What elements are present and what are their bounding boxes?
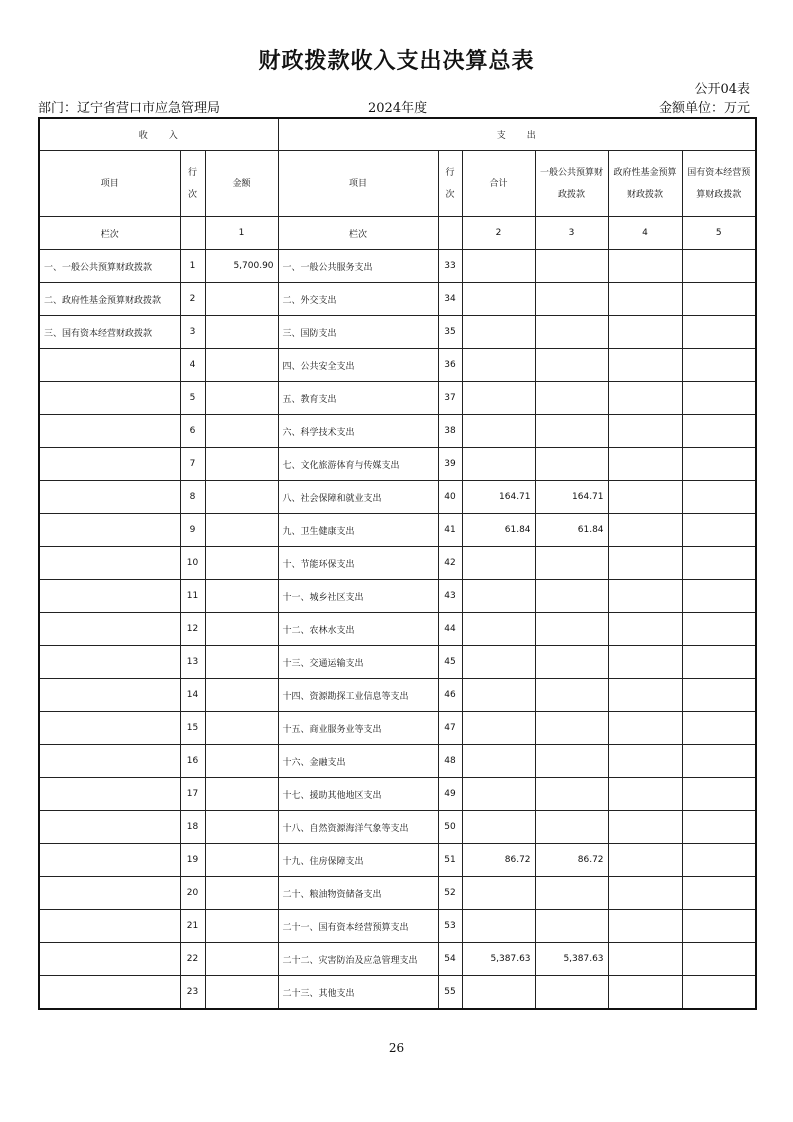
col-index-5: 5 xyxy=(682,217,756,250)
soe-budget-amount-cell xyxy=(682,844,756,877)
expense-line-no-cell: 55 xyxy=(438,976,462,1010)
income-item-cell xyxy=(39,844,180,877)
general-budget-amount-cell xyxy=(535,712,608,745)
income-line-no-cell: 18 xyxy=(180,811,205,844)
income-line-no-cell: 12 xyxy=(180,613,205,646)
income-amount-cell xyxy=(205,877,278,910)
income-amount-cell xyxy=(205,844,278,877)
fund-budget-amount-cell xyxy=(608,316,682,349)
expense-total-cell xyxy=(462,547,535,580)
soe-budget-amount-cell xyxy=(682,481,756,514)
fund-budget-header: 政府性基金预算财政拨款 xyxy=(608,151,682,217)
general-budget-amount-cell xyxy=(535,976,608,1010)
income-amount-cell xyxy=(205,646,278,679)
income-line-no-cell: 16 xyxy=(180,745,205,778)
expense-item-cell: 三、国防支出 xyxy=(278,316,438,349)
income-item-cell: 二、政府性基金预算财政拨款 xyxy=(39,283,180,316)
soe-budget-amount-cell xyxy=(682,712,756,745)
table-row xyxy=(39,877,756,910)
expense-item-cell: 十二、农林水支出 xyxy=(278,613,438,646)
income-item-cell xyxy=(39,778,180,811)
soe-budget-amount-cell xyxy=(682,514,756,547)
income-amount-cell xyxy=(205,448,278,481)
table-row xyxy=(39,580,756,613)
income-line-no-cell: 7 xyxy=(180,448,205,481)
income-line-no-cell: 21 xyxy=(180,910,205,943)
fund-budget-amount-cell xyxy=(608,382,682,415)
expense-total-cell xyxy=(462,976,535,1010)
fund-budget-amount-cell xyxy=(608,877,682,910)
table-row xyxy=(39,613,756,646)
income-amount-cell xyxy=(205,811,278,844)
income-amount-cell xyxy=(205,514,278,547)
soe-budget-header: 国有资本经营预算财政拨款 xyxy=(682,151,756,217)
soe-budget-amount-cell xyxy=(682,316,756,349)
expense-line-no-cell: 47 xyxy=(438,712,462,745)
expense-line-no-cell: 44 xyxy=(438,613,462,646)
table-row xyxy=(39,811,756,844)
income-item-cell xyxy=(39,712,180,745)
expense-line-no-cell: 38 xyxy=(438,415,462,448)
expense-total-cell: 61.84 xyxy=(462,514,535,547)
income-item-cell: 一、一般公共预算财政拨款 xyxy=(39,250,180,283)
expense-total-cell xyxy=(462,250,535,283)
income-item-cell xyxy=(39,415,180,448)
expense-total-cell xyxy=(462,778,535,811)
expense-total-cell xyxy=(462,448,535,481)
fund-budget-amount-cell xyxy=(608,514,682,547)
expense-line-no-cell: 40 xyxy=(438,481,462,514)
general-budget-amount-cell xyxy=(535,580,608,613)
expense-item-header: 项目 xyxy=(278,151,438,217)
expense-total-cell xyxy=(462,316,535,349)
table-row xyxy=(39,481,756,514)
expense-item-cell: 二十、粮油物资储备支出 xyxy=(278,877,438,910)
table-row xyxy=(39,910,756,943)
income-amount-cell xyxy=(205,316,278,349)
page-title: 财政拨款收入支出决算总表 xyxy=(258,48,535,74)
fund-budget-amount-cell xyxy=(608,349,682,382)
income-amount-cell xyxy=(205,283,278,316)
general-budget-amount-cell xyxy=(535,679,608,712)
col-index-2: 2 xyxy=(462,217,535,250)
expense-col-index-label: 栏次 xyxy=(278,217,438,250)
fund-budget-amount-cell xyxy=(608,481,682,514)
fund-budget-amount-cell xyxy=(608,613,682,646)
expense-item-cell: 十、节能环保支出 xyxy=(278,547,438,580)
income-amount-cell: 5,700.90 xyxy=(205,250,278,283)
income-line-no-cell: 9 xyxy=(180,514,205,547)
income-amount-cell xyxy=(205,382,278,415)
income-line-no-cell: 2 xyxy=(180,283,205,316)
fund-budget-amount-cell xyxy=(608,976,682,1010)
table-row xyxy=(39,283,756,316)
expense-line-no-cell: 36 xyxy=(438,349,462,382)
soe-budget-amount-cell xyxy=(682,250,756,283)
fund-budget-amount-cell xyxy=(608,910,682,943)
expense-line-no-cell: 43 xyxy=(438,580,462,613)
income-line-no-cell: 5 xyxy=(180,382,205,415)
expense-total-cell xyxy=(462,811,535,844)
fund-budget-amount-cell xyxy=(608,778,682,811)
expense-line-no-cell: 35 xyxy=(438,316,462,349)
section-header-row xyxy=(39,118,756,151)
income-item-cell xyxy=(39,349,180,382)
income-item-cell xyxy=(39,811,180,844)
expense-item-cell: 五、教育支出 xyxy=(278,382,438,415)
income-item-header: 项目 xyxy=(39,151,180,217)
income-col-index-line xyxy=(180,217,205,250)
expense-item-cell: 十五、商业服务业等支出 xyxy=(278,712,438,745)
expense-total-cell: 5,387.63 xyxy=(462,943,535,976)
unit-label: 金额单位：万元 xyxy=(658,101,750,116)
expense-total-cell xyxy=(462,745,535,778)
general-budget-amount-cell xyxy=(535,745,608,778)
table-row xyxy=(39,976,756,1010)
income-item-cell xyxy=(39,943,180,976)
soe-budget-amount-cell xyxy=(682,745,756,778)
expense-item-cell: 十四、资源勘探工业信息等支出 xyxy=(278,679,438,712)
table-row xyxy=(39,646,756,679)
table-row xyxy=(39,943,756,976)
fund-budget-amount-cell xyxy=(608,679,682,712)
table-row xyxy=(39,712,756,745)
expense-total-cell: 86.72 xyxy=(462,844,535,877)
soe-budget-amount-cell xyxy=(682,613,756,646)
form-code: 公开04表 xyxy=(694,82,750,97)
expense-line-no-cell: 48 xyxy=(438,745,462,778)
income-col-index-label: 栏次 xyxy=(39,217,180,250)
income-item-cell xyxy=(39,646,180,679)
expense-line-no-cell: 49 xyxy=(438,778,462,811)
expense-total-cell: 164.71 xyxy=(462,481,535,514)
income-item-cell xyxy=(39,547,180,580)
expense-item-cell: 九、卫生健康支出 xyxy=(278,514,438,547)
income-section-header: 收 入 xyxy=(39,118,278,151)
income-line-no-cell: 23 xyxy=(180,976,205,1010)
column-index-row xyxy=(39,217,756,250)
general-budget-amount-cell xyxy=(535,448,608,481)
expense-item-cell: 十六、金融支出 xyxy=(278,745,438,778)
general-budget-amount-cell xyxy=(535,415,608,448)
income-line-no-cell: 22 xyxy=(180,943,205,976)
expense-item-cell: 一、一般公共服务支出 xyxy=(278,250,438,283)
general-budget-amount-cell xyxy=(535,778,608,811)
expense-line-no-cell: 46 xyxy=(438,679,462,712)
table-row xyxy=(39,250,756,283)
general-budget-amount-cell xyxy=(535,349,608,382)
income-item-cell xyxy=(39,514,180,547)
fund-budget-amount-cell xyxy=(608,646,682,679)
income-line-no-cell: 8 xyxy=(180,481,205,514)
fund-budget-amount-cell xyxy=(608,415,682,448)
soe-budget-amount-cell xyxy=(682,811,756,844)
income-amount-cell xyxy=(205,910,278,943)
expense-line-no-cell: 41 xyxy=(438,514,462,547)
soe-budget-amount-cell xyxy=(682,910,756,943)
expense-total-cell xyxy=(462,712,535,745)
income-amount-cell xyxy=(205,943,278,976)
general-budget-amount-cell xyxy=(535,613,608,646)
income-line-no-cell: 3 xyxy=(180,316,205,349)
fund-budget-amount-cell xyxy=(608,580,682,613)
expense-line-no-cell: 34 xyxy=(438,283,462,316)
income-item-cell xyxy=(39,877,180,910)
expense-line-no-cell: 39 xyxy=(438,448,462,481)
general-budget-amount-cell xyxy=(535,646,608,679)
expense-item-cell: 六、科学技术支出 xyxy=(278,415,438,448)
income-item-cell xyxy=(39,745,180,778)
expense-line-no-cell: 50 xyxy=(438,811,462,844)
expense-item-cell: 十七、援助其他地区支出 xyxy=(278,778,438,811)
expense-line-header-text: 行次 xyxy=(445,167,455,200)
col-index-1: 1 xyxy=(205,217,278,250)
expense-total-cell xyxy=(462,580,535,613)
expense-item-cell: 十三、交通运输支出 xyxy=(278,646,438,679)
table-row xyxy=(39,349,756,382)
fund-budget-amount-cell xyxy=(608,745,682,778)
expense-total-cell xyxy=(462,613,535,646)
general-budget-amount-cell xyxy=(535,877,608,910)
department-label: 部门：辽宁省营口市应急管理局 xyxy=(38,101,221,116)
soe-budget-amount-cell xyxy=(682,448,756,481)
income-item-cell xyxy=(39,481,180,514)
table-row xyxy=(39,679,756,712)
expense-item-cell: 二、外交支出 xyxy=(278,283,438,316)
table-row xyxy=(39,778,756,811)
soe-budget-amount-cell xyxy=(682,943,756,976)
income-line-no-cell: 14 xyxy=(180,679,205,712)
income-amount-header: 金额 xyxy=(205,151,278,217)
income-amount-cell xyxy=(205,712,278,745)
page-number: 26 xyxy=(388,1041,405,1055)
year-label: 2024年度 xyxy=(368,101,428,116)
general-budget-amount-cell xyxy=(535,316,608,349)
table-row xyxy=(39,844,756,877)
general-budget-amount-cell: 5,387.63 xyxy=(535,943,608,976)
expense-line-no-cell: 51 xyxy=(438,844,462,877)
expense-total-cell xyxy=(462,679,535,712)
income-line-no-cell: 10 xyxy=(180,547,205,580)
soe-budget-amount-cell xyxy=(682,547,756,580)
income-item-cell xyxy=(39,679,180,712)
general-budget-amount-cell xyxy=(535,547,608,580)
general-budget-amount-cell xyxy=(535,811,608,844)
soe-budget-amount-cell xyxy=(682,976,756,1010)
table-row xyxy=(39,547,756,580)
soe-budget-amount-cell xyxy=(682,382,756,415)
income-line-no-cell: 4 xyxy=(180,349,205,382)
general-budget-amount-cell: 86.72 xyxy=(535,844,608,877)
soe-budget-amount-cell xyxy=(682,283,756,316)
expense-total-cell xyxy=(462,382,535,415)
soe-budget-amount-cell xyxy=(682,415,756,448)
fund-budget-amount-cell xyxy=(608,448,682,481)
income-line-no-cell: 1 xyxy=(180,250,205,283)
expense-col-index-line xyxy=(438,217,462,250)
fund-budget-amount-cell xyxy=(608,844,682,877)
expense-line-no-cell: 53 xyxy=(438,910,462,943)
income-amount-cell xyxy=(205,745,278,778)
soe-budget-amount-cell xyxy=(682,877,756,910)
expense-line-no-cell: 52 xyxy=(438,877,462,910)
fund-budget-amount-cell xyxy=(608,250,682,283)
col-index-4: 4 xyxy=(608,217,682,250)
expense-item-cell: 二十二、灾害防治及应急管理支出 xyxy=(278,943,438,976)
table-row xyxy=(39,316,756,349)
col-index-3: 3 xyxy=(535,217,608,250)
income-item-cell xyxy=(39,382,180,415)
expense-total-cell xyxy=(462,910,535,943)
income-line-no-cell: 19 xyxy=(180,844,205,877)
expense-line-no-cell: 33 xyxy=(438,250,462,283)
income-line-no-cell: 13 xyxy=(180,646,205,679)
expense-line-header xyxy=(438,151,462,217)
expense-item-cell: 二十三、其他支出 xyxy=(278,976,438,1010)
income-item-cell: 三、国有资本经营财政拨款 xyxy=(39,316,180,349)
expense-item-cell: 十九、住房保障支出 xyxy=(278,844,438,877)
income-amount-cell xyxy=(205,580,278,613)
expense-total-cell xyxy=(462,415,535,448)
total-header: 合计 xyxy=(462,151,535,217)
expense-item-cell: 四、公共安全支出 xyxy=(278,349,438,382)
income-line-no-cell: 17 xyxy=(180,778,205,811)
general-budget-header: 一般公共预算财政拨款 xyxy=(535,151,608,217)
expense-section-header: 支 出 xyxy=(278,118,756,151)
expense-line-no-cell: 45 xyxy=(438,646,462,679)
column-header-row xyxy=(39,151,756,217)
income-amount-cell xyxy=(205,976,278,1010)
expense-item-cell: 十一、城乡社区支出 xyxy=(278,580,438,613)
soe-budget-amount-cell xyxy=(682,349,756,382)
expense-total-cell xyxy=(462,877,535,910)
income-item-cell xyxy=(39,910,180,943)
income-amount-cell xyxy=(205,415,278,448)
income-amount-cell xyxy=(205,613,278,646)
income-line-no-cell: 11 xyxy=(180,580,205,613)
expense-line-no-cell: 54 xyxy=(438,943,462,976)
income-item-cell xyxy=(39,613,180,646)
fund-budget-amount-cell xyxy=(608,943,682,976)
income-item-cell xyxy=(39,976,180,1010)
soe-budget-amount-cell xyxy=(682,778,756,811)
table-row xyxy=(39,514,756,547)
table-row xyxy=(39,745,756,778)
expense-line-no-cell: 42 xyxy=(438,547,462,580)
general-budget-amount-cell xyxy=(535,382,608,415)
income-item-cell xyxy=(39,448,180,481)
general-budget-amount-cell: 61.84 xyxy=(535,514,608,547)
income-amount-cell xyxy=(205,547,278,580)
fund-budget-amount-cell xyxy=(608,712,682,745)
expense-total-cell xyxy=(462,646,535,679)
general-budget-amount-cell xyxy=(535,283,608,316)
fund-budget-amount-cell xyxy=(608,283,682,316)
income-line-no-cell: 15 xyxy=(180,712,205,745)
expense-line-no-cell: 37 xyxy=(438,382,462,415)
income-line-no-cell: 20 xyxy=(180,877,205,910)
income-amount-cell xyxy=(205,349,278,382)
expense-item-cell: 二十一、国有资本经营预算支出 xyxy=(278,910,438,943)
income-line-header-text: 行次 xyxy=(187,167,197,200)
expense-total-cell xyxy=(462,283,535,316)
expense-item-cell: 八、社会保障和就业支出 xyxy=(278,481,438,514)
income-amount-cell xyxy=(205,679,278,712)
expense-total-cell xyxy=(462,349,535,382)
income-line-header xyxy=(180,151,205,217)
expense-item-cell: 七、文化旅游体育与传媒支出 xyxy=(278,448,438,481)
soe-budget-amount-cell xyxy=(682,580,756,613)
soe-budget-amount-cell xyxy=(682,646,756,679)
expense-item-cell: 十八、自然资源海洋气象等支出 xyxy=(278,811,438,844)
general-budget-amount-cell xyxy=(535,250,608,283)
general-budget-amount-cell: 164.71 xyxy=(535,481,608,514)
income-line-no-cell: 6 xyxy=(180,415,205,448)
general-budget-amount-cell xyxy=(535,910,608,943)
finance-table xyxy=(38,117,757,1010)
table-row xyxy=(39,448,756,481)
fund-budget-amount-cell xyxy=(608,811,682,844)
soe-budget-amount-cell xyxy=(682,679,756,712)
income-amount-cell xyxy=(205,481,278,514)
table-row xyxy=(39,415,756,448)
fund-budget-amount-cell xyxy=(608,547,682,580)
income-amount-cell xyxy=(205,778,278,811)
table-row xyxy=(39,382,756,415)
income-item-cell xyxy=(39,580,180,613)
